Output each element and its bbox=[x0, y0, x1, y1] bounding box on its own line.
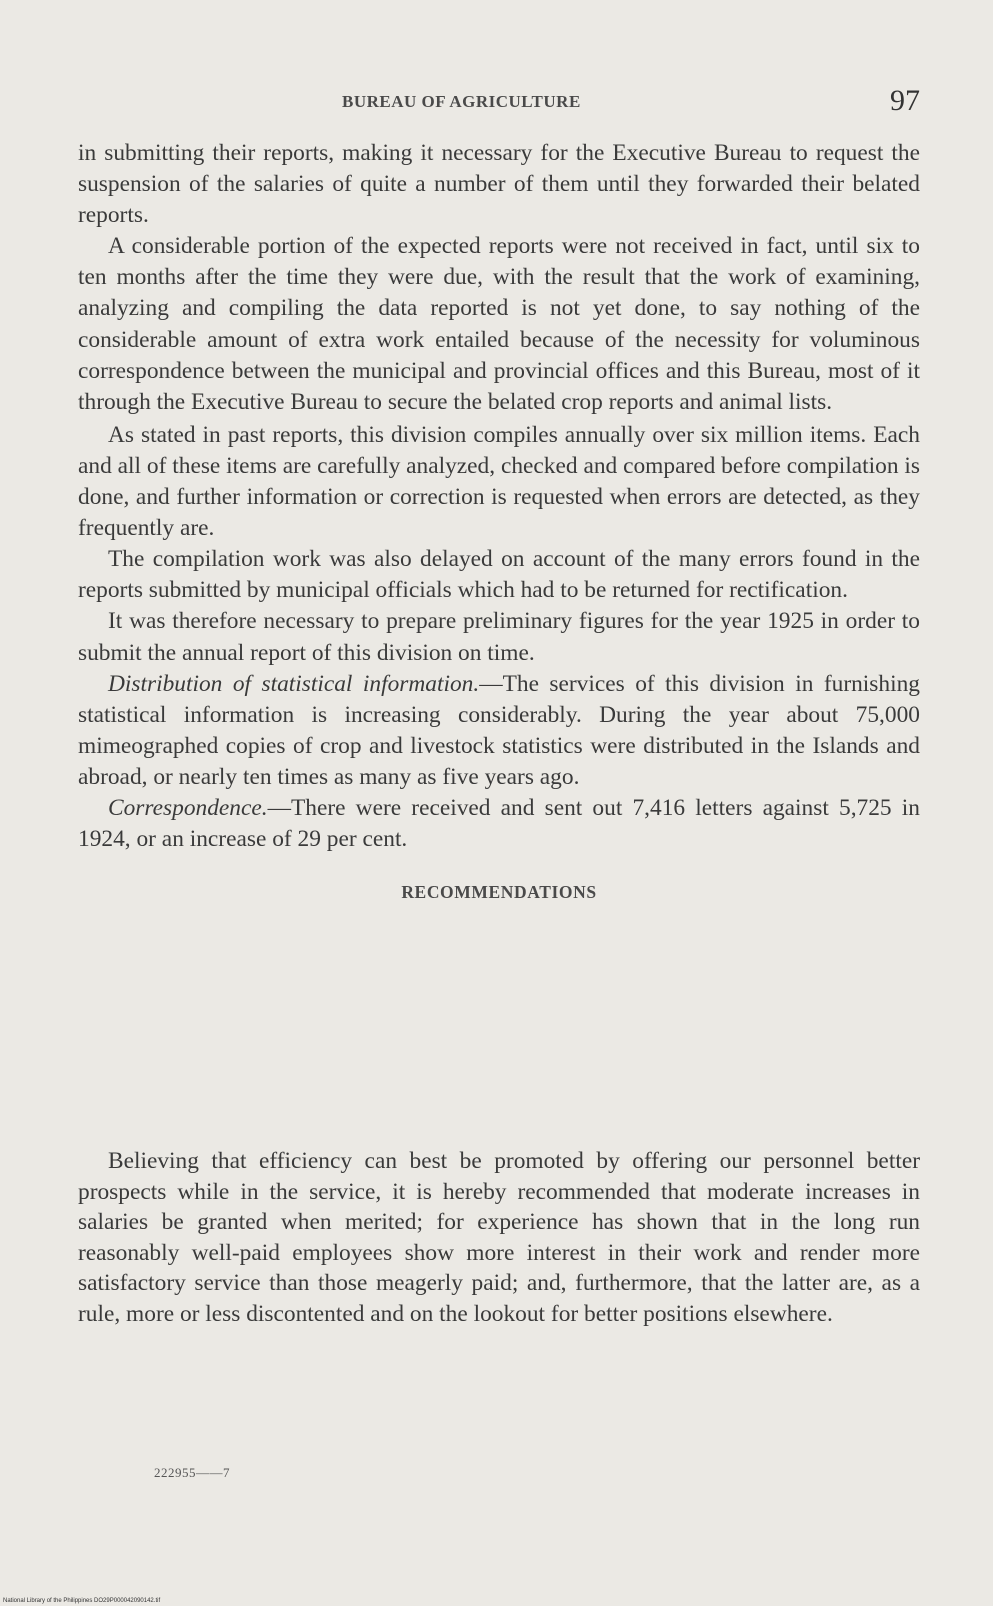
distribution-heading: Distribution of statistical information. bbox=[108, 670, 480, 697]
paragraph: It was therefore necessary to prepare preliminary figures for the year 1925 in order to submit the annual report of this division on time. bbox=[78, 608, 920, 666]
paragraph: A considerable portion of the expected reports were not received in fact, until six to ten months after the time they were due, with the result that the work of examining, analyzing and compiling the data reported is not yet done, to say nothing of the considerable amount of extra work entailed because of the necessity for voluminous correspondence between the municipal and provincial offices and this Bureau, most of it through the Executive Bureau to secure the belated crop reports and animal lists. bbox=[78, 233, 920, 415]
distribution-section bbox=[78, 669, 920, 793]
body-text bbox=[78, 138, 920, 928]
paragraph: As stated in past reports, this division compiles annually over six million items. Each and all of these items are carefully analyzed, checked and compared before compilation is done, and further information or correction is requested when errors are detected, as they frequently are. bbox=[78, 421, 920, 542]
paragraph: The compilation work was also delayed on account of the many errors found in the reports submitted by municipal officials which had to be returned for rectification. bbox=[78, 546, 920, 604]
scan-credit: National Library of the Philippines DO29P000042090142.tif bbox=[3, 1598, 161, 1604]
recommendations-body bbox=[78, 1146, 920, 1330]
printer-signature: 222955——7 bbox=[154, 1465, 230, 1480]
page-number: 97 bbox=[890, 84, 920, 117]
running-header-title: BUREAU OF AGRICULTURE bbox=[342, 92, 581, 111]
correspondence-heading: Correspondence. bbox=[108, 794, 268, 821]
correspondence-text: —There were received and sent out 7,416 letters against 5,725 in 1924, or an increase of 29 per cent. bbox=[78, 794, 920, 853]
distribution-text: —The services of this division in furnishing statistical information is increasing considerably. During the year about 75,000 mimeographed copies of crop and livestock statistics were distributed in the Islands and abroad, or nearly ten times as many as five years ago. bbox=[78, 670, 920, 790]
paragraph: in submitting their reports, making it necessary for the Executive Bureau to request the suspension of the salaries of quite a number of them until they forwarded their belated reports. bbox=[78, 140, 920, 229]
correspondence-section bbox=[78, 793, 920, 855]
recommendations-heading: RECOMMENDATIONS bbox=[401, 882, 597, 903]
running-header bbox=[78, 84, 920, 128]
recommendations-paragraph: Believing that efficiency can best be promoted by offering our personnel better prospects while in the service, it is hereby recommended that moderate increases in salaries be granted when merited; for experience has shown that in the long run reasonably well-paid employees show more interest in their work and render more satisfactory service than those meagerly paid; and, furthermore, that the latter are, as a rule, more or less discontented and on the lookout for better positions elsewhere. bbox=[78, 1148, 920, 1327]
